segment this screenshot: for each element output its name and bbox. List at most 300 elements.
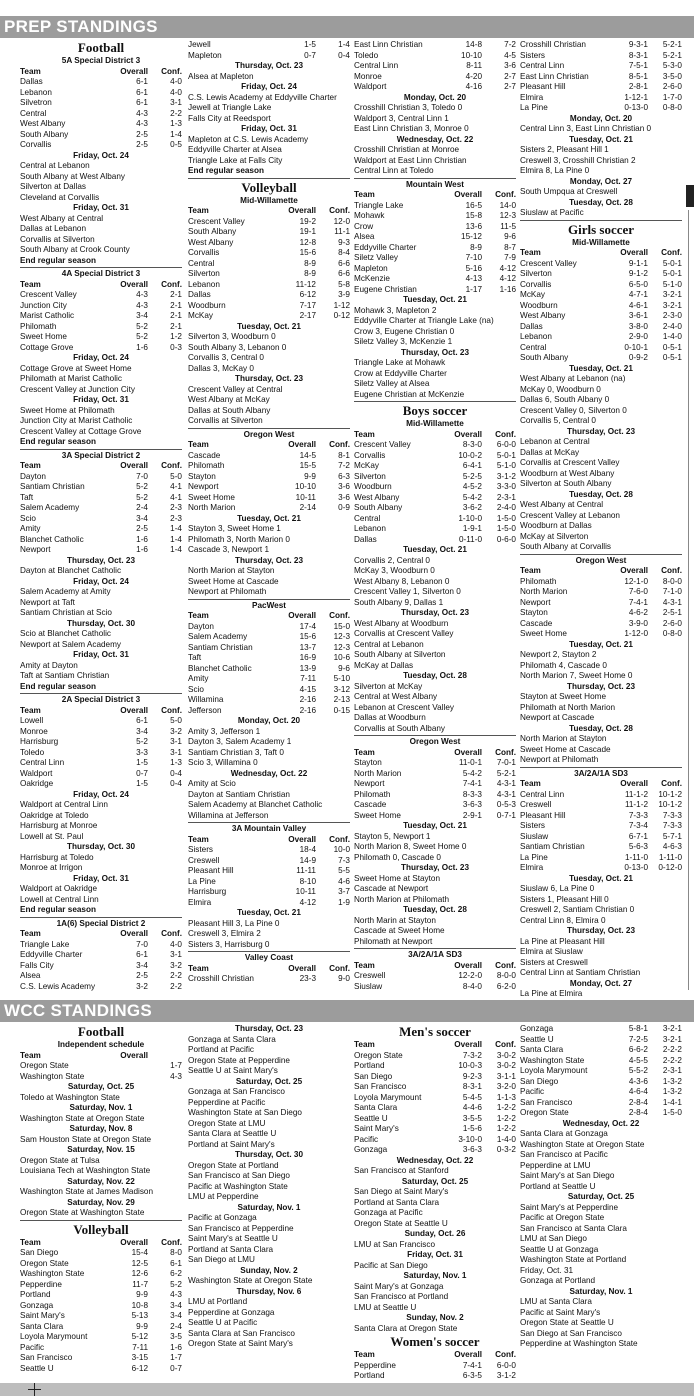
team-name: South Albany	[520, 353, 569, 362]
overall-record: 10-8	[131, 1300, 148, 1310]
team-name: Newport	[520, 597, 551, 607]
conf-record: 3-4	[170, 1300, 182, 1310]
standings-row	[20, 737, 182, 748]
standings-row	[354, 790, 516, 801]
standings-row	[520, 301, 682, 312]
header-conf: Conf.	[661, 248, 682, 257]
standings-header	[354, 1350, 516, 1361]
standings-row	[20, 779, 182, 790]
schedule-date: Friday, Oct. 31	[73, 395, 129, 404]
overall-record: 9-9	[304, 471, 316, 481]
overall-record: 4-3	[136, 119, 148, 128]
standings-row	[354, 503, 516, 514]
standings-row	[520, 1098, 682, 1109]
game-line: Crescent Valley at Central	[188, 384, 283, 394]
team-name: North Marion	[520, 587, 568, 596]
conf-record: 12-0	[333, 216, 350, 226]
team-name: Pleasant Hill	[520, 82, 566, 91]
standings-row	[354, 72, 516, 83]
team-name: Elmira	[188, 897, 212, 907]
page-edge-marker	[686, 185, 694, 207]
header-team: Team	[20, 1050, 41, 1060]
team-name: Eddyville Charter	[354, 242, 417, 252]
team-name: Loyola Marymount	[354, 1092, 422, 1102]
conf-record: 1-3	[170, 758, 182, 767]
team-name: Toledo	[20, 747, 45, 757]
team-name: Corvallis	[520, 279, 552, 289]
overall-record: 3-4	[136, 726, 148, 736]
standings-header	[20, 1051, 182, 1062]
game-line: Gonzaga at San Francisco	[188, 1087, 285, 1096]
team-name: Central	[20, 108, 47, 118]
standings-row	[354, 40, 516, 51]
team-name: Sweet Home	[188, 492, 235, 502]
conf-record: 3-2-1	[662, 1024, 682, 1033]
header-overall: Overall	[120, 705, 148, 715]
overall-record: 1-5	[136, 758, 148, 767]
game-line: LMU at San Diego	[520, 1234, 587, 1243]
conf-record: 1-4	[338, 40, 350, 49]
standings-row	[520, 598, 682, 609]
header-team: Team	[520, 566, 541, 575]
wcc-standings-title: WCC STANDINGS	[4, 1001, 153, 1020]
standings-row	[354, 769, 516, 780]
game-line: Newport at Cascade	[520, 713, 595, 722]
header-conf: Conf.	[329, 963, 350, 973]
game-line: Pacific at Gonzaga	[188, 1213, 257, 1222]
game-line: Portland at Seattle U	[520, 1181, 596, 1191]
team-name: C.S. Lewis Academy	[20, 981, 96, 991]
conf-record: 5-10	[333, 674, 350, 683]
schedule-date: Friday, Oct. 31	[73, 203, 129, 212]
overall-record: 6-6-2	[628, 1045, 648, 1054]
header-overall: Overall	[620, 248, 648, 257]
game-line: Portland at Pacific	[188, 1045, 254, 1054]
overall-record: 5-8-1	[628, 1024, 648, 1033]
header-team: Team	[188, 611, 209, 620]
overall-record: 5-2	[136, 482, 148, 491]
header-team: Team	[520, 248, 541, 257]
game-line: Pepperdine at Gonzaga	[188, 1307, 275, 1317]
team-name: Mapleton	[354, 263, 388, 273]
game-line: Lebanon at Crescent Valley	[354, 702, 454, 712]
schedule-date: Thursday, Oct. 23	[234, 1024, 304, 1033]
prep-column-1	[20, 40, 182, 992]
overall-record: 8-3-1	[628, 50, 648, 60]
overall-record: 10-11	[295, 492, 316, 502]
standings-row	[188, 845, 350, 856]
overall-record: 9-3-1	[628, 40, 648, 49]
conf-record: 4-5	[504, 50, 516, 60]
standings-row	[20, 1248, 182, 1259]
game-line: Amity at Scio	[188, 779, 236, 788]
standings-row	[188, 622, 350, 633]
game-line: Scio at Blanchet Catholic	[20, 629, 112, 638]
standings-row	[20, 119, 182, 130]
game-line: Newport at Taft	[20, 597, 75, 607]
section-divider	[354, 735, 516, 736]
game-line: Portland at Santa Clara	[354, 1197, 440, 1207]
team-name: Santa Clara	[20, 1321, 64, 1331]
overall-record: 8-10	[299, 876, 316, 886]
conf-record: 12-3	[333, 632, 350, 641]
game-line: LMU at Santa Clara	[520, 1297, 592, 1306]
team-name: Creswell	[188, 855, 220, 865]
team-name: McKay	[520, 290, 546, 299]
team-name: Newport	[354, 779, 385, 788]
team-name: Silverton	[188, 269, 220, 278]
conf-record: 1-4-0	[496, 1134, 516, 1144]
game-line: Waldport 3, Central Linn 1	[354, 113, 449, 123]
overall-record: 8-3-0	[462, 440, 482, 449]
conf-record: 0-12	[333, 311, 350, 320]
section-divider	[20, 267, 182, 268]
team-name: Pleasant Hill	[520, 810, 566, 820]
section-divider	[188, 599, 350, 600]
schedule-date: Wednesday, Oct. 22	[230, 768, 308, 778]
sport-heading: Girls soccer	[567, 221, 635, 237]
conf-record: 3-9	[338, 290, 350, 299]
schedule-date: Friday, Oct. 24	[73, 576, 129, 586]
team-name: Santa Clara	[520, 1045, 564, 1054]
team-name: Lebanon	[354, 524, 386, 533]
conf-record: 3-3-0	[496, 482, 516, 491]
overall-record: 1-5-6	[462, 1124, 482, 1133]
game-line: Alsea at Mapleton	[188, 71, 254, 81]
overall-record: 0-13-0	[624, 863, 648, 872]
conf-record: 3-2-1	[662, 300, 682, 310]
schedule-date: Monday, Oct. 20	[237, 716, 301, 725]
overall-record: 11-0-1	[458, 758, 482, 767]
game-line: Silverton at Dallas	[20, 182, 86, 191]
section-divider	[520, 554, 682, 555]
game-line: Saint Mary's at Pepperdine	[520, 1202, 619, 1212]
overall-record: 7-3-4	[628, 821, 648, 830]
schedule-date: Saturday, Nov. 1	[69, 1103, 133, 1112]
standings-row	[20, 748, 182, 759]
overall-record: 1-12-0	[624, 629, 648, 638]
standings-row	[520, 280, 682, 291]
team-name: La Pine	[520, 852, 548, 862]
header-conf: Conf.	[495, 960, 516, 970]
conf-record: 6-2	[170, 1269, 182, 1278]
wcc-standings-banner	[0, 1000, 694, 1022]
team-name: Philomath	[20, 321, 57, 331]
standings-row	[354, 201, 516, 212]
overall-record: 5-12	[131, 1332, 148, 1341]
team-name: Siuslaw	[520, 831, 549, 841]
team-name: Crosshill Christian	[520, 40, 586, 49]
team-name: Woodburn	[188, 300, 226, 310]
team-name: Central	[188, 258, 215, 268]
team-name: Seattle U	[354, 1113, 388, 1123]
game-line: San Francisco at Santa Clara	[520, 1223, 627, 1233]
header-conf: Conf.	[495, 1040, 516, 1049]
game-line: Amity 3, Jefferson 1	[188, 726, 261, 736]
game-line: Silverton at South Albany	[520, 479, 612, 488]
standings-row	[354, 440, 516, 451]
standings-row	[520, 1056, 682, 1067]
standings-row	[20, 514, 182, 525]
schedule-date: Friday, Oct. 31	[241, 124, 297, 133]
standings-row	[20, 1301, 182, 1312]
team-name: Santa Clara	[354, 1103, 398, 1112]
team-name: Falls City	[20, 960, 54, 970]
overall-record: 12-8	[299, 237, 316, 247]
game-line: Silverton 3, Woodburn 0	[188, 332, 276, 341]
overall-record: 7-10	[465, 253, 482, 262]
game-line: Harrisburg at Toledo	[20, 852, 94, 862]
conf-record: 10-6	[333, 653, 350, 662]
game-line: San Diego at LMU	[188, 1255, 255, 1264]
conf-record: 9-6	[504, 232, 516, 241]
conf-record: 7-0-1	[496, 758, 516, 767]
conf-record: 1-6	[170, 1342, 182, 1352]
standings-row	[520, 40, 682, 51]
overall-record: 4-4-6	[462, 1103, 482, 1112]
team-name: Amity	[188, 674, 209, 683]
game-line: C.S. Lewis Academy at Eddyville Charter	[188, 92, 337, 102]
game-line: Pacific at Washington State	[188, 1181, 288, 1191]
overall-record: 15-4	[131, 1248, 148, 1257]
standings-row	[520, 629, 682, 640]
game-line: Cascade 3, Newport 1	[188, 545, 270, 554]
schedule-date: Thursday, Oct. 23	[234, 374, 304, 383]
standings-header	[188, 611, 350, 622]
overall-record: 10-0-3	[458, 1061, 482, 1070]
overall-record: 2-16	[299, 705, 316, 715]
overall-record: 1-5	[304, 40, 316, 49]
game-line: North Marion at Stayton	[520, 734, 607, 743]
conf-record: 9-3	[338, 237, 350, 247]
game-line: Triangle Lake at Falls City	[188, 155, 283, 165]
game-line: Crow at Eddyville Charter	[354, 368, 447, 378]
game-line: Washington State at James Madison	[20, 1187, 154, 1196]
schedule-date: Sunday, Nov. 2	[240, 1265, 298, 1275]
standings-row	[188, 259, 350, 270]
schedule-date: Saturday, Oct. 25	[67, 1082, 135, 1091]
overall-record: 15-12	[461, 232, 482, 241]
conf-record: 2-3-1	[662, 1066, 682, 1075]
conf-record: 3-1	[170, 747, 182, 757]
overall-record: 4-6-1	[628, 300, 648, 310]
section-divider	[188, 428, 350, 429]
standings-row	[188, 290, 350, 301]
overall-record: 5-16	[465, 263, 482, 273]
standings-row	[520, 1045, 682, 1056]
game-line: Sweet Home at Stayton	[354, 873, 441, 883]
team-name: Philomath	[188, 461, 225, 470]
standings-row	[20, 1322, 182, 1333]
league-heading: Oregon West	[575, 555, 627, 565]
overall-record: 3-4	[136, 960, 148, 970]
conf-record: 8-4	[338, 248, 350, 257]
standings-row	[354, 211, 516, 222]
schedule-date: Tuesday, Oct. 21	[403, 295, 467, 304]
team-name: Oregon State	[20, 1061, 69, 1070]
section-divider	[20, 449, 182, 450]
schedule-date: Thursday, Oct. 23	[566, 426, 636, 436]
game-line: Oregon State at Seattle U	[520, 1318, 614, 1327]
standings-header	[20, 706, 182, 717]
schedule-date: Friday, Oct. 24	[241, 82, 297, 91]
section-divider	[188, 178, 350, 179]
team-name: Stayton	[520, 608, 548, 617]
game-line: Mapleton at C.S. Lewis Academy	[188, 134, 309, 144]
conf-record: 4-12	[499, 263, 516, 273]
game-line: Pepperdine at Pacific	[188, 1097, 266, 1107]
game-line: Salem Academy at Blanchet Catholic	[188, 800, 323, 809]
header-team: Team	[188, 834, 209, 844]
section-divider	[20, 1220, 182, 1221]
header-overall: Overall	[120, 279, 148, 289]
game-line: Oregon State at Pepperdine	[188, 1055, 290, 1065]
standings-row	[20, 769, 182, 780]
standings-row	[188, 40, 350, 51]
standings-row	[20, 1280, 182, 1291]
standings-row	[20, 545, 182, 556]
game-line: North Marion 7, Sweet Home 0	[520, 671, 633, 680]
header-conf: Conf.	[661, 779, 682, 788]
game-line: Dayton 3, Salem Academy 1	[188, 737, 292, 746]
conf-record: 3-0-2	[496, 1061, 516, 1070]
standings-row	[354, 1072, 516, 1083]
game-line: Washington State at Oregon State	[20, 1113, 145, 1123]
overall-record: 4-5-5	[628, 1055, 648, 1065]
standings-row	[354, 1145, 516, 1156]
game-line: Seattle U at Gonzaga	[520, 1244, 599, 1254]
overall-record: 2-14	[299, 503, 316, 512]
header-conf: Conf.	[329, 206, 350, 215]
standings-row	[520, 853, 682, 864]
conf-record: 2-5-1	[662, 608, 682, 617]
game-line: Sisters at Creswell	[520, 957, 588, 967]
league-heading: 1A(6) Special District 2	[56, 918, 146, 928]
overall-record: 6-4-1	[462, 461, 482, 470]
standings-row	[354, 1093, 516, 1104]
team-name: Creswell	[520, 800, 552, 809]
standings-row	[20, 482, 182, 493]
team-name: McKenzie	[354, 274, 390, 283]
game-line: Eddyville Charter at Alsea	[188, 145, 282, 154]
conf-record: 2-7	[504, 71, 516, 81]
overall-record: 23-3	[299, 974, 316, 983]
team-name: Siletz Valley	[354, 253, 398, 262]
schedule-date: Thursday, Oct. 23	[400, 347, 470, 357]
header-team: Team	[20, 279, 41, 289]
game-line: Lowell at Central Linn	[20, 894, 99, 904]
overall-record: 17-4	[299, 621, 316, 631]
standings-row	[188, 866, 350, 877]
header-conf: Conf.	[329, 440, 350, 449]
conf-record: 3-2-0	[496, 1082, 516, 1091]
standings-row	[520, 82, 682, 93]
team-name: Sweet Home	[20, 332, 67, 341]
overall-record: 16-5	[465, 200, 482, 210]
league-heading: PacWest	[252, 600, 286, 610]
team-name: Dallas	[354, 534, 377, 544]
game-line: Philomath 0, Cascade 0	[354, 852, 441, 862]
game-line: North Marion 8, Sweet Home 0	[354, 842, 467, 851]
schedule-date: Sunday, Nov. 2	[406, 1313, 464, 1322]
team-name: Elmira	[520, 92, 544, 102]
section-divider	[354, 401, 516, 402]
registration-mark-icon	[28, 1383, 41, 1396]
header-team: Team	[20, 66, 41, 76]
overall-record: 5-5-2	[628, 1066, 648, 1075]
standings-row	[354, 461, 516, 472]
overall-record: 15-5	[299, 461, 316, 470]
overall-record: 1-6	[136, 342, 148, 352]
game-line: Santa Clara at Seattle U	[188, 1129, 277, 1138]
schedule-date: Friday, Oct. 31	[73, 650, 129, 659]
overall-record: 2-8-1	[628, 82, 648, 91]
team-name: Central Linn	[20, 758, 65, 767]
league-heading: Oregon West	[409, 737, 461, 746]
standings-row	[520, 93, 682, 104]
team-name: Taft	[188, 653, 202, 662]
prep-standings-banner	[0, 16, 694, 38]
standings-header	[20, 280, 182, 291]
team-name: North Marion	[188, 503, 236, 512]
schedule-date: Tuesday, Oct. 28	[569, 723, 633, 733]
overall-record: 10-10	[295, 482, 316, 491]
header-overall: Overall	[454, 747, 482, 757]
schedule-date: Wednesday, Oct. 22	[562, 1118, 640, 1128]
game-line: Gonzaga at Portland	[520, 1276, 596, 1285]
conf-record: 1-3-2	[662, 1076, 682, 1086]
overall-record: 1-17	[465, 284, 482, 294]
standings-row	[20, 290, 182, 301]
game-line: Junction City at Marist Catholic	[20, 416, 133, 425]
schedule-date: Thursday, Oct. 23	[234, 555, 304, 565]
overall-record: 7-3-3	[628, 810, 648, 820]
conf-record: 4-3	[170, 1290, 182, 1299]
game-line: Washington State at Oregon State	[188, 1276, 313, 1285]
game-line: Saint Mary's at Seattle U	[188, 1234, 278, 1243]
section-divider	[188, 822, 350, 823]
game-line: Philomath at North Marion	[520, 702, 616, 712]
conf-record: 2-2-2	[662, 1055, 682, 1065]
standings-row	[20, 1072, 182, 1083]
team-name: West Albany	[520, 311, 566, 320]
game-line: Waldport at East Linn Christian	[354, 155, 467, 165]
team-name: Junction City	[20, 300, 67, 310]
team-name: Taft	[20, 492, 34, 502]
game-line: Siletz Valley at Alsea	[354, 379, 430, 388]
overall-record: 5-6-3	[628, 842, 648, 851]
standings-row	[520, 353, 682, 364]
conf-record: 4-0	[170, 87, 182, 97]
game-line: Crosshill Christian 3, Toledo 0	[354, 103, 463, 112]
team-name: Portland	[354, 1061, 385, 1070]
team-name: Portland	[354, 1371, 385, 1380]
overall-record: 2-5	[136, 524, 148, 533]
team-name: Amity	[20, 524, 41, 533]
team-name: Santiam Christian	[188, 642, 253, 652]
team-name: Central Linn	[520, 789, 565, 799]
conf-record: 7-2	[504, 40, 516, 49]
overall-record: 2-9-1	[462, 810, 482, 820]
section-divider	[354, 948, 516, 949]
overall-record	[104, 1072, 148, 1083]
conf-record: 8-0	[170, 1248, 182, 1257]
game-line: Siuslaw at Pacific	[520, 208, 584, 217]
game-line: North Marion at Stayton	[188, 566, 275, 575]
conf-record: 6-2-0	[496, 981, 516, 991]
team-name: Alsea	[354, 232, 375, 241]
team-name: Santiam Christian	[520, 842, 585, 851]
